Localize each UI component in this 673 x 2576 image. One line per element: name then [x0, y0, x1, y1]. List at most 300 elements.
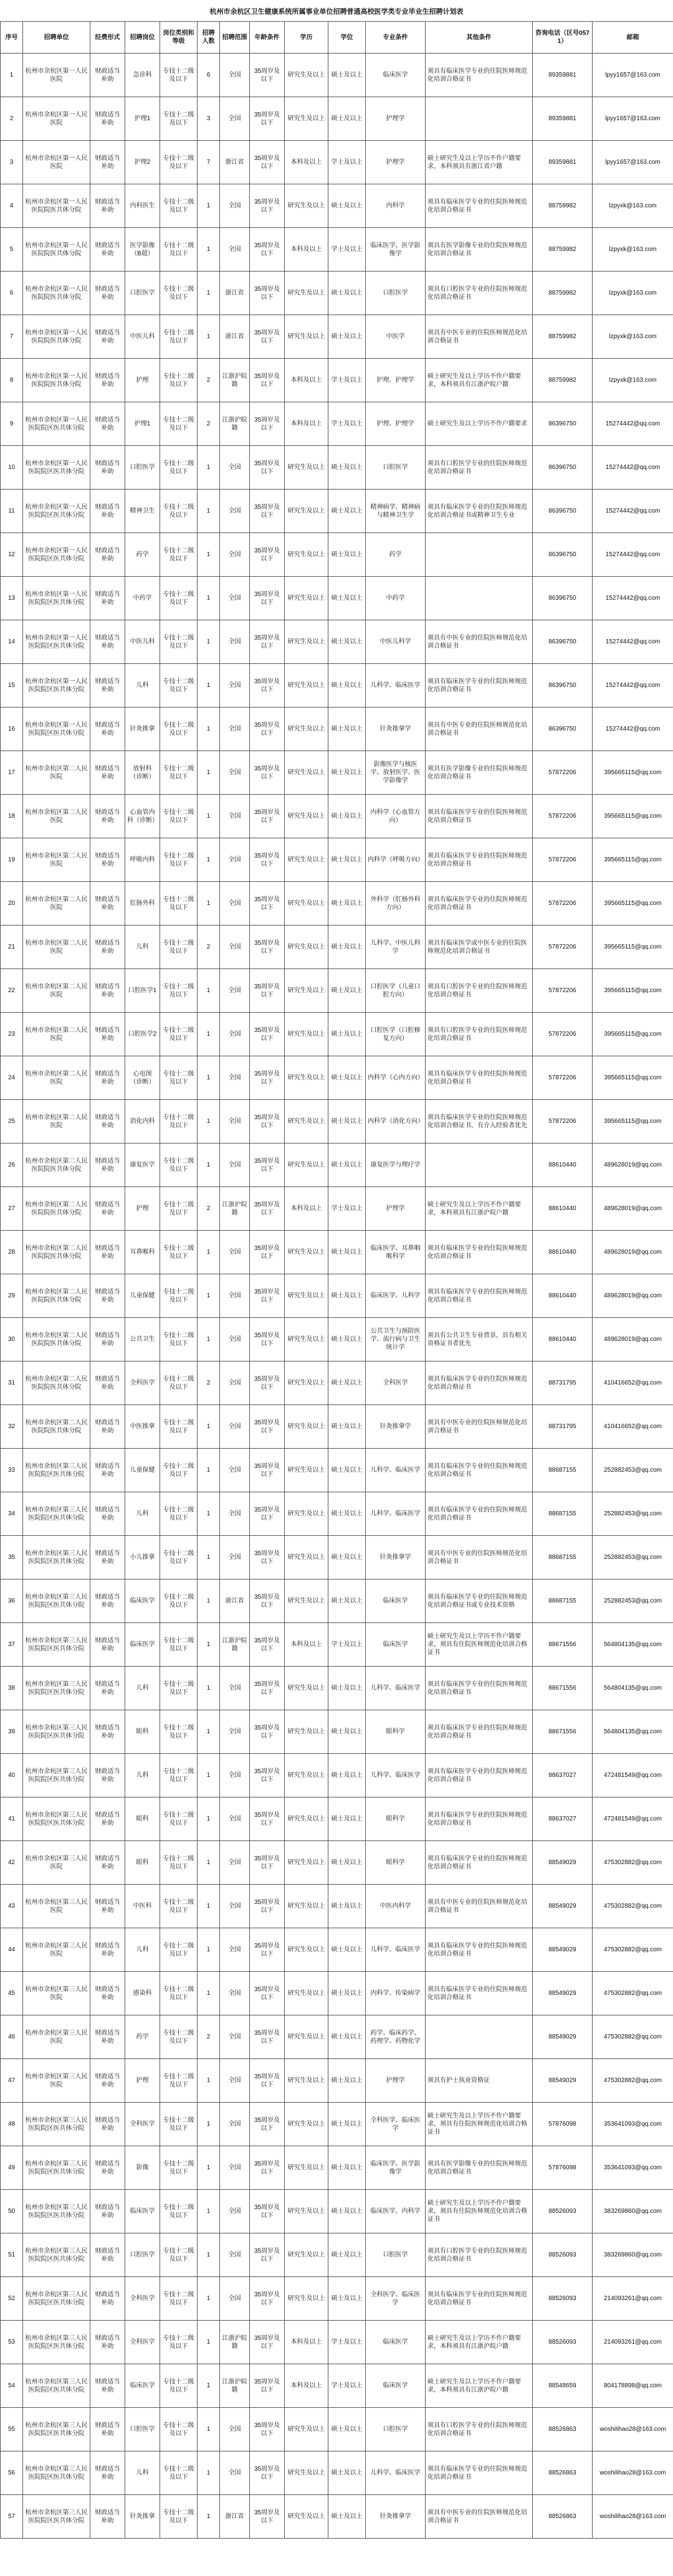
cell-post-grade: 专技十二级及以下 — [160, 2364, 198, 2408]
cell-post-grade: 专技十二级及以下 — [160, 446, 198, 490]
cell-post: 眼科 — [125, 1841, 160, 1885]
cell-unit: 杭州市余杭区第二人民医院院医共体分院 — [23, 1361, 90, 1405]
cell-degree: 硕士及以上 — [328, 2277, 366, 2321]
cell-scope: 全国 — [220, 708, 250, 751]
cell-funding: 财政适当补助 — [90, 1579, 125, 1623]
cell-post-grade: 专技十二级及以下 — [160, 2059, 198, 2103]
cell-other: 须具有临床医学专业的住院医师规范化培训合格证书 — [426, 184, 533, 228]
cell-scope: 全国 — [220, 2451, 250, 2495]
cell-major: 中医儿科学 — [366, 620, 426, 664]
cell-unit: 杭州市余杭区第一人民医院院医共体分院 — [23, 359, 90, 402]
cell-post-grade: 专技十二级及以下 — [160, 1013, 198, 1056]
header-cell-count: 招聘人数 — [198, 22, 220, 54]
cell-scope: 全国 — [220, 882, 250, 926]
cell-email: 15274442@qq.com — [593, 708, 673, 751]
header-cell-age: 年龄条件 — [250, 22, 285, 54]
cell-funding: 财政适当补助 — [90, 1492, 125, 1536]
cell-scope: 江浙沪皖籍 — [220, 1623, 250, 1667]
cell-count: 2 — [198, 926, 220, 969]
cell-funding: 财政适当补助 — [90, 664, 125, 708]
cell-post: 口腔医学1 — [125, 969, 160, 1013]
table-row — [1, 1318, 673, 1361]
cell-education: 研究生及以上 — [285, 882, 328, 926]
cell-count: 1 — [198, 664, 220, 708]
cell-index: 55 — [1, 2408, 23, 2451]
cell-major: 临床医学 — [366, 2364, 426, 2408]
cell-unit: 杭州市余杭区第一人民医院院医共体分院 — [23, 272, 90, 315]
cell-index: 5 — [1, 228, 23, 272]
cell-degree: 硕士及以上 — [328, 490, 366, 533]
cell-other: 须具有中医专业的住院医师规范化培训合格证书 — [426, 1405, 533, 1449]
cell-count: 1 — [198, 577, 220, 620]
cell-degree: 硕士及以上 — [328, 1754, 366, 1797]
cell-degree: 学士及以上 — [328, 228, 366, 272]
cell-major: 临床医学、医学影像学 — [366, 2146, 426, 2190]
cell-phone: 88610440 — [533, 1274, 593, 1318]
cell-degree: 硕士及以上 — [328, 97, 366, 141]
cell-phone: 88526863 — [533, 2451, 593, 2495]
cell-degree: 硕士及以上 — [328, 54, 366, 97]
cell-index: 43 — [1, 1885, 23, 1928]
cell-major: 护理学 — [366, 1187, 426, 1231]
cell-index: 9 — [1, 402, 23, 446]
cell-major: 口腔医学（口腔修复方向） — [366, 1013, 426, 1056]
cell-age: 35周岁及以下 — [250, 882, 285, 926]
cell-email: woshilihao28@163.com — [593, 2451, 673, 2495]
cell-funding: 财政适当补助 — [90, 1972, 125, 2015]
header-cell-scope: 招聘范围 — [220, 22, 250, 54]
cell-post-grade: 专技十二级及以下 — [160, 620, 198, 664]
cell-education: 研究生及以上 — [285, 1361, 328, 1405]
cell-age: 35周岁及以下 — [250, 490, 285, 533]
cell-education: 研究生及以上 — [285, 577, 328, 620]
cell-post-grade: 专技十二级及以下 — [160, 1231, 198, 1274]
cell-post-grade: 专技十二级及以下 — [160, 2277, 198, 2321]
cell-index: 11 — [1, 490, 23, 533]
cell-post: 口腔医学 — [125, 2233, 160, 2277]
cell-index: 8 — [1, 359, 23, 402]
cell-degree: 学士及以上 — [328, 402, 366, 446]
cell-major: 护理学 — [366, 2059, 426, 2103]
table-row — [1, 1405, 673, 1449]
cell-index: 19 — [1, 838, 23, 882]
cell-age: 35周岁及以下 — [250, 1885, 285, 1928]
cell-degree: 硕士及以上 — [328, 751, 366, 795]
cell-count: 1 — [198, 1623, 220, 1667]
cell-degree: 硕士及以上 — [328, 577, 366, 620]
cell-unit: 杭州市余杭区第二人民医院 — [23, 795, 90, 838]
table-row — [1, 2495, 673, 2539]
cell-post: 公共卫生 — [125, 1318, 160, 1361]
cell-scope: 全国 — [220, 54, 250, 97]
cell-other: 硕士研究生及以上学历不作户籍要求，本科须具有江浙沪皖户籍 — [426, 359, 533, 402]
cell-post-grade: 专技十二级及以下 — [160, 533, 198, 577]
cell-index: 53 — [1, 2321, 23, 2364]
header-cell-index: 序号 — [1, 22, 23, 54]
cell-major: 全科医学 — [366, 1361, 426, 1405]
cell-degree: 硕士及以上 — [328, 533, 366, 577]
cell-email: 804178898@qq.com — [593, 2364, 673, 2408]
cell-education: 研究生及以上 — [285, 1449, 328, 1492]
cell-phone: 86396750 — [533, 446, 593, 490]
table-row — [1, 141, 673, 184]
table-row — [1, 1013, 673, 1056]
cell-post: 心血管内科（诊断） — [125, 795, 160, 838]
cell-index: 35 — [1, 1536, 23, 1579]
cell-education: 本科及以上 — [285, 141, 328, 184]
header-cell-post: 招聘岗位 — [125, 22, 160, 54]
cell-post: 儿科 — [125, 1492, 160, 1536]
cell-age: 35周岁及以下 — [250, 1710, 285, 1754]
cell-other: 须具有临床医学专业的住院医师规范化培训合格证书 — [426, 54, 533, 97]
cell-scope: 浙江省 — [220, 1579, 250, 1623]
cell-scope: 全国 — [220, 1013, 250, 1056]
cell-email: lzpyxk@163.com — [593, 272, 673, 315]
table-row — [1, 1710, 673, 1754]
cell-post-grade: 专技十二级及以下 — [160, 1449, 198, 1492]
cell-phone: 88549029 — [533, 1928, 593, 1972]
cell-scope: 全国 — [220, 1405, 250, 1449]
cell-funding: 财政适当补助 — [90, 1928, 125, 1972]
cell-index: 45 — [1, 1972, 23, 2015]
cell-count: 1 — [198, 1405, 220, 1449]
cell-count: 1 — [198, 2495, 220, 2539]
cell-age: 35周岁及以下 — [250, 1405, 285, 1449]
cell-age: 35周岁及以下 — [250, 2277, 285, 2321]
cell-scope: 全国 — [220, 97, 250, 141]
cell-major: 眼科学 — [366, 1841, 426, 1885]
cell-email: 395665115@qq.com — [593, 926, 673, 969]
cell-other: 须具有临床医学专业的住院医师规范化培训合格证书 — [426, 882, 533, 926]
cell-email: 353641093@qq.com — [593, 2146, 673, 2190]
cell-post-grade: 专技十二级及以下 — [160, 926, 198, 969]
cell-age: 35周岁及以下 — [250, 2495, 285, 2539]
cell-scope: 全国 — [220, 2059, 250, 2103]
cell-post-grade: 专技十二级及以下 — [160, 2233, 198, 2277]
cell-post: 儿科 — [125, 1928, 160, 1972]
cell-scope: 江浙沪皖籍 — [220, 359, 250, 402]
cell-scope: 全国 — [220, 1667, 250, 1710]
cell-degree: 硕士及以上 — [328, 1056, 366, 1100]
cell-other: 须具有公共卫生专业背景，具有相关资格证书者优先 — [426, 1318, 533, 1361]
cell-funding: 财政适当补助 — [90, 1231, 125, 1274]
cell-other: 须具有护士执业资格证 — [426, 2059, 533, 2103]
cell-scope: 全国 — [220, 2146, 250, 2190]
cell-phone: 57872206 — [533, 795, 593, 838]
cell-post-grade: 专技十二级及以下 — [160, 751, 198, 795]
cell-unit: 杭州市余杭区第三人民医院院区医共体分院 — [23, 1579, 90, 1623]
cell-index: 22 — [1, 969, 23, 1013]
cell-unit: 杭州市余杭区第一人民医院院区医共体分院 — [23, 708, 90, 751]
cell-post-grade: 专技十二级及以下 — [160, 2015, 198, 2059]
cell-phone: 57872206 — [533, 1013, 593, 1056]
cell-unit: 杭州市余杭区第三人民医院院区医共体分院 — [23, 1492, 90, 1536]
cell-scope: 全国 — [220, 838, 250, 882]
cell-post: 全科医学 — [125, 1361, 160, 1405]
cell-other: 须具有中医专业的住院医师规范化培训合格证书 — [426, 708, 533, 751]
cell-email: 395665115@qq.com — [593, 882, 673, 926]
cell-unit: 杭州市余杭区第一人民医院院区医共体分院 — [23, 620, 90, 664]
cell-age: 35周岁及以下 — [250, 315, 285, 359]
cell-post-grade: 专技十二级及以下 — [160, 490, 198, 533]
cell-index: 18 — [1, 795, 23, 838]
cell-education: 研究生及以上 — [285, 1231, 328, 1274]
cell-scope: 全国 — [220, 533, 250, 577]
cell-other: 硕士研究生及以上学历不作户籍要求，须具有住院医师规范化培训合格证书 — [426, 2103, 533, 2146]
cell-post: 口腔医学 — [125, 446, 160, 490]
cell-major: 影像医学与核医学、放射医学、医学影像学 — [366, 751, 426, 795]
cell-unit: 杭州市余杭区第一人民医院院区医共体分院 — [23, 446, 90, 490]
cell-post: 临床医学 — [125, 2190, 160, 2233]
cell-funding: 财政适当补助 — [90, 2233, 125, 2277]
cell-unit: 杭州市余杭区第二人民医院院医共体分院 — [23, 1144, 90, 1187]
cell-email: lpyy1657@163.com — [593, 97, 673, 141]
cell-count: 1 — [198, 1449, 220, 1492]
cell-other: 硕士研究生及以上学历不作户籍要求，本科须具有江浙沪皖户籍 — [426, 1187, 533, 1231]
table-row — [1, 228, 673, 272]
document-title: 杭州市余杭区卫生健康系统所属事业单位招聘普通高校医学类专业毕业生招聘计划表 — [209, 8, 464, 16]
cell-funding: 财政适当补助 — [90, 1885, 125, 1928]
cell-post: 精神卫生 — [125, 490, 160, 533]
cell-degree: 硕士及以上 — [328, 1797, 366, 1841]
cell-degree: 硕士及以上 — [328, 838, 366, 882]
cell-other: 须具有临床医学专业的住院医师规范化培训合格证书 — [426, 1231, 533, 1274]
cell-education: 本科及以上 — [285, 2321, 328, 2364]
cell-education: 本科及以上 — [285, 228, 328, 272]
cell-age: 35周岁及以下 — [250, 1187, 285, 1231]
cell-degree: 硕士及以上 — [328, 2190, 366, 2233]
cell-email: 489628019@qq.com — [593, 1318, 673, 1361]
cell-age: 35周岁及以下 — [250, 359, 285, 402]
cell-other: 须具有中医专业的住院医师规范化培训合格证书 — [426, 1536, 533, 1579]
cell-post-grade: 专技十二级及以下 — [160, 315, 198, 359]
cell-major: 口腔医学 — [366, 2233, 426, 2277]
cell-post-grade: 专技十二级及以下 — [160, 2146, 198, 2190]
cell-degree: 硕士及以上 — [328, 1667, 366, 1710]
cell-degree: 硕士及以上 — [328, 926, 366, 969]
cell-index: 54 — [1, 2364, 23, 2408]
cell-education: 本科及以上 — [285, 359, 328, 402]
cell-degree: 硕士及以上 — [328, 1928, 366, 1972]
table-row — [1, 882, 673, 926]
cell-post: 中医推拿 — [125, 1405, 160, 1449]
cell-funding: 财政适当补助 — [90, 533, 125, 577]
cell-major: 针灸推拿学 — [366, 1536, 426, 1579]
table-row — [1, 751, 673, 795]
cell-major: 临床医学 — [366, 54, 426, 97]
table-row — [1, 533, 673, 577]
cell-funding: 财政适当补助 — [90, 1187, 125, 1231]
cell-degree: 硕士及以上 — [328, 1710, 366, 1754]
table-row — [1, 359, 673, 402]
cell-funding: 财政适当补助 — [90, 2146, 125, 2190]
cell-post: 针灸推拿 — [125, 708, 160, 751]
cell-other: 须具有临床医学专业的住院医师规范化培训合格证书 — [426, 1972, 533, 2015]
table-row — [1, 1361, 673, 1405]
cell-count: 1 — [198, 795, 220, 838]
header-cell-major: 专业条件 — [366, 22, 426, 54]
cell-degree: 硕士及以上 — [328, 2059, 366, 2103]
table-row — [1, 2233, 673, 2277]
cell-index: 33 — [1, 1449, 23, 1492]
cell-phone: 88759982 — [533, 359, 593, 402]
table-row — [1, 664, 673, 708]
cell-education: 研究生及以上 — [285, 1972, 328, 2015]
cell-count: 1 — [198, 1928, 220, 1972]
cell-degree: 硕士及以上 — [328, 2408, 366, 2451]
cell-major: 口腔医学 — [366, 2408, 426, 2451]
cell-age: 35周岁及以下 — [250, 751, 285, 795]
cell-unit: 杭州市余杭区第三人民医院院区医共体分院 — [23, 2408, 90, 2451]
cell-scope: 江浙沪皖籍 — [220, 1187, 250, 1231]
cell-post-grade: 专技十二级及以下 — [160, 2321, 198, 2364]
cell-major: 内科学（呼吸方向） — [366, 838, 426, 882]
cell-age: 35周岁及以下 — [250, 838, 285, 882]
cell-other: 硕士研究生及以上学历不作户籍要求，本科须具有江浙沪皖户籍 — [426, 2364, 533, 2408]
cell-other: 须具有口腔医学专业的住院医师规范化培训合格证书 — [426, 1013, 533, 1056]
cell-phone: 88610440 — [533, 1144, 593, 1187]
cell-funding: 财政适当补助 — [90, 577, 125, 620]
cell-major: 儿科学、临床医学 — [366, 1449, 426, 1492]
cell-email: 489628019@qq.com — [593, 1144, 673, 1187]
cell-age: 35周岁及以下 — [250, 1667, 285, 1710]
cell-funding: 财政适当补助 — [90, 1274, 125, 1318]
cell-post-grade: 专技十二级及以下 — [160, 2495, 198, 2539]
cell-index: 14 — [1, 620, 23, 664]
cell-phone: 86396750 — [533, 664, 593, 708]
cell-education: 研究生及以上 — [285, 751, 328, 795]
cell-funding: 财政适当补助 — [90, 446, 125, 490]
cell-index: 25 — [1, 1100, 23, 1144]
cell-email: 410416652@qq.com — [593, 1361, 673, 1405]
cell-email: lzpyxk@163.com — [593, 315, 673, 359]
cell-age: 35周岁及以下 — [250, 97, 285, 141]
cell-scope: 全国 — [220, 1231, 250, 1274]
cell-education: 研究生及以上 — [285, 1056, 328, 1100]
cell-other: 硕士研究生及以上学历不作户籍要求，本科须具有江浙沪皖户籍 — [426, 2321, 533, 2364]
cell-age: 35周岁及以下 — [250, 2190, 285, 2233]
cell-unit: 杭州市余杭区第二人民医院院医共体分院 — [23, 1318, 90, 1361]
cell-education: 研究生及以上 — [285, 1710, 328, 1754]
table-row — [1, 2364, 673, 2408]
cell-other — [426, 2015, 533, 2059]
cell-phone: 88731795 — [533, 1361, 593, 1405]
cell-major: 外科学（肛肠外科方向） — [366, 882, 426, 926]
cell-post: 儿科 — [125, 664, 160, 708]
cell-age: 35周岁及以下 — [250, 1754, 285, 1797]
cell-index: 36 — [1, 1579, 23, 1623]
cell-count: 1 — [198, 1841, 220, 1885]
cell-degree: 硕士及以上 — [328, 1013, 366, 1056]
cell-count: 2 — [198, 1361, 220, 1405]
cell-phone: 57872206 — [533, 926, 593, 969]
cell-post: 放射科（诊断） — [125, 751, 160, 795]
cell-scope: 全国 — [220, 577, 250, 620]
cell-index: 48 — [1, 2103, 23, 2146]
cell-unit: 杭州市余杭区第二人民医院院医共体分院 — [23, 1274, 90, 1318]
cell-other: 须具有临床医学专业的住院医师规范化培训合格证书或专业技术资格 — [426, 1579, 533, 1623]
cell-index: 29 — [1, 1274, 23, 1318]
cell-post-grade: 专技十二级及以下 — [160, 969, 198, 1013]
cell-index: 24 — [1, 1056, 23, 1100]
table-row — [1, 1231, 673, 1274]
table-row — [1, 97, 673, 141]
table-row — [1, 2408, 673, 2451]
cell-degree: 硕士及以上 — [328, 1492, 366, 1536]
cell-unit: 杭州市余杭区第三人民医院 — [23, 2059, 90, 2103]
cell-major: 内科学（消化方向） — [366, 1100, 426, 1144]
cell-education: 本科及以上 — [285, 2364, 328, 2408]
cell-scope: 全国 — [220, 446, 250, 490]
cell-age: 35周岁及以下 — [250, 708, 285, 751]
cell-post-grade: 专技十二级及以下 — [160, 1144, 198, 1187]
table-row — [1, 1885, 673, 1928]
cell-post-grade: 专技十二级及以下 — [160, 359, 198, 402]
cell-phone: 57872206 — [533, 1056, 593, 1100]
cell-degree: 硕士及以上 — [328, 2451, 366, 2495]
cell-education: 研究生及以上 — [285, 1492, 328, 1536]
cell-post: 口腔医学2 — [125, 1013, 160, 1056]
cell-unit: 杭州市余杭区第一人民医院院区医共体分院 — [23, 490, 90, 533]
cell-education: 研究生及以上 — [285, 1885, 328, 1928]
cell-unit: 杭州市余杭区第三人民医院院区医共体分院 — [23, 2277, 90, 2321]
cell-email: 252882453@qq.com — [593, 1536, 673, 1579]
cell-age: 35周岁及以下 — [250, 1056, 285, 1100]
cell-other: 须具有口腔医学专业的住院医师规范化培训合格证书 — [426, 446, 533, 490]
cell-unit: 杭州市余杭区第二人民医院院医共体分院 — [23, 1405, 90, 1449]
cell-post-grade: 专技十二级及以下 — [160, 1274, 198, 1318]
cell-count: 1 — [198, 446, 220, 490]
cell-major: 中药学 — [366, 577, 426, 620]
cell-other: 硕士研究生及以上学历不作户籍要求，须具有住院医师规范化培训合格证书 — [426, 2190, 533, 2233]
cell-major: 儿科学、临床医学 — [366, 1928, 426, 1972]
table-row — [1, 2103, 673, 2146]
cell-unit: 杭州市余杭区第三人民医院院区医共体分院 — [23, 2233, 90, 2277]
cell-post: 口腔医学 — [125, 272, 160, 315]
cell-index: 2 — [1, 97, 23, 141]
cell-email: 475302882@qq.com — [593, 1841, 673, 1885]
cell-education: 研究生及以上 — [285, 2146, 328, 2190]
cell-education: 研究生及以上 — [285, 2059, 328, 2103]
cell-scope: 浙江省 — [220, 272, 250, 315]
cell-scope: 全国 — [220, 228, 250, 272]
cell-index: 23 — [1, 1013, 23, 1056]
cell-degree: 学士及以上 — [328, 2321, 366, 2364]
cell-email: 472481549@qq.com — [593, 1754, 673, 1797]
cell-other: 须具有临床医学专业的住院医师规范化培训合格证书 — [426, 1274, 533, 1318]
cell-major: 护理学 — [366, 141, 426, 184]
cell-post: 护理1 — [125, 97, 160, 141]
cell-funding: 财政适当补助 — [90, 2103, 125, 2146]
cell-email: 564804135@qq.com — [593, 1623, 673, 1667]
cell-post: 影像 — [125, 2146, 160, 2190]
cell-major: 儿科学、临床医学 — [366, 2451, 426, 2495]
cell-age: 35周岁及以下 — [250, 1231, 285, 1274]
cell-phone: 57876098 — [533, 2103, 593, 2146]
cell-other: 须具有医学影像专业的住院医师规范化培训合格证书 — [426, 228, 533, 272]
cell-education: 研究生及以上 — [285, 795, 328, 838]
cell-degree: 硕士及以上 — [328, 2015, 366, 2059]
cell-age: 35周岁及以下 — [250, 402, 285, 446]
cell-phone: 88526863 — [533, 2408, 593, 2451]
cell-email: 395665115@qq.com — [593, 969, 673, 1013]
cell-major: 内科学（心血管方向） — [366, 795, 426, 838]
cell-education: 研究生及以上 — [285, 1667, 328, 1710]
cell-scope: 全国 — [220, 1797, 250, 1841]
cell-other: 须具有临床医学专业的住院医师规范化培训合格证书 — [426, 1449, 533, 1492]
cell-phone: 57872206 — [533, 882, 593, 926]
cell-email: 489628019@qq.com — [593, 1274, 673, 1318]
